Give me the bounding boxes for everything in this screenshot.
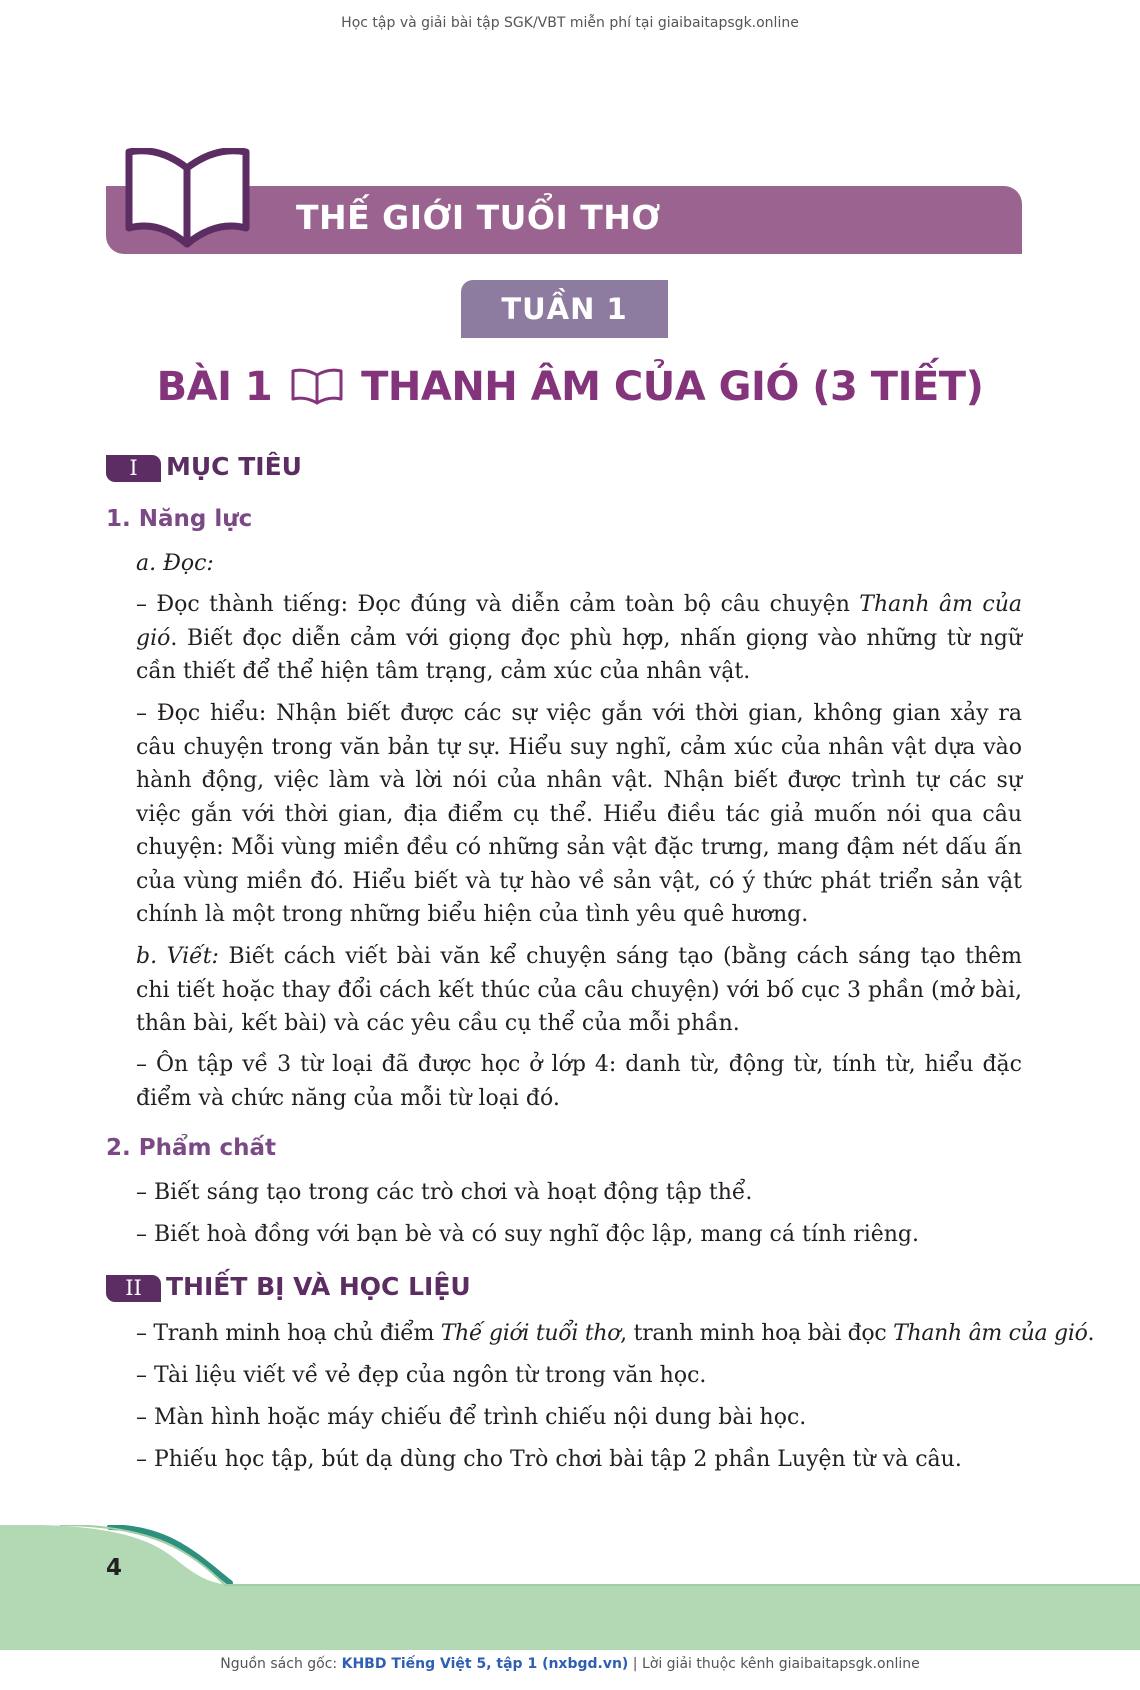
text-run: – Tranh minh hoạ chủ điểm bbox=[136, 1321, 441, 1346]
material-item bbox=[136, 1317, 1095, 1351]
mini-book-icon bbox=[290, 366, 344, 406]
theme-name: Thế giới tuổi thơ bbox=[440, 1321, 621, 1346]
text-run: – Đọc thành tiếng: Đọc đúng và diễn cảm toàn bộ câu chuyện bbox=[136, 592, 860, 617]
section-title: THIẾT BỊ VÀ HỌC LIỆU bbox=[166, 1272, 471, 1301]
lesson-number: BÀI 1 bbox=[156, 364, 273, 410]
writing-label: b. Viết: bbox=[136, 944, 219, 969]
text-run: . Biết đọc diễn cảm với giọng đọc phù hợp, nhấn giọng vào những từ ngữ cần thiết để thể hiện tâm trạng, cảm xúc của nhân vật. bbox=[136, 625, 1022, 684]
footer-suffix: | Lời giải thuộc kênh giaibaitapsgk.online bbox=[628, 1656, 920, 1672]
header-note: Học tập và giải bài tập SGK/VBT miễn phí tại giaibaitapsgk.online bbox=[341, 15, 799, 31]
text-run: , tranh minh hoạ bài đọc bbox=[620, 1321, 894, 1346]
lesson-title bbox=[0, 364, 1140, 410]
material-item: – Màn hình hoặc máy chiếu để trình chiếu nội dung bài học. bbox=[136, 1405, 807, 1430]
reading-label: a. Đọc: bbox=[136, 551, 214, 576]
subheading-qualities: 2. Phẩm chất bbox=[106, 1135, 276, 1161]
story-title: Thanh âm của gió bbox=[136, 592, 1022, 651]
story-title: Thanh âm của gió bbox=[893, 1321, 1088, 1346]
footer-note bbox=[0, 1656, 1140, 1672]
paragraph-writing bbox=[136, 940, 1022, 1041]
section-badge: I bbox=[106, 455, 161, 482]
lesson-name: THANH ÂM CỦA GIÓ (3 TIẾT) bbox=[361, 364, 984, 410]
quality-item: – Biết sáng tạo trong các trò chơi và hoạt động tập thể. bbox=[136, 1180, 753, 1205]
section-title: MỤC TIÊU bbox=[166, 452, 302, 481]
open-book-icon bbox=[125, 148, 250, 248]
footer-band bbox=[0, 1525, 1140, 1650]
page-number: 4 bbox=[106, 1555, 123, 1581]
paragraph-reading-aloud bbox=[136, 588, 1022, 689]
material-item: – Phiếu học tập, bút dạ dùng cho Trò chơi bài tập 2 phần Luyện từ và câu. bbox=[136, 1447, 962, 1472]
week-tab: TUẦN 1 bbox=[461, 280, 668, 338]
material-item: – Tài liệu viết về vẻ đẹp của ngôn từ trong văn học. bbox=[136, 1363, 707, 1388]
quality-item: – Biết hoà đồng với bạn bè và có suy nghĩ độc lập, mang cá tính riêng. bbox=[136, 1222, 920, 1247]
section-badge: II bbox=[106, 1275, 161, 1302]
paragraph-reading-comprehension: – Đọc hiểu: Nhận biết được các sự việc gắn với thời gian, không gian xảy ra câu chuyện trong văn bản tự sự. Hiểu suy nghĩ, cảm xúc của nhân vật dựa vào hành động, việc làm và lời nói của nhân vật. Nhận biết được trình tự các sự việc gắn với thời gian, địa điểm cụ thể. Hiểu điều tác giả muốn nói qua câu chuyện: Mỗi vùng miền đều có những sản vật đặc trưng, mang đậm nét dấu ấn của vùng miền đó. Hiểu biết và tự hào về sản vật, có ý thức phát triển sản vật chính là một trong những biểu hiện của tình yêu quê hương. bbox=[136, 701, 1022, 927]
paragraph-word-review: – Ôn tập về 3 từ loại đã được học ở lớp 4: danh từ, động từ, tính từ, hiểu đặc điểm và chức năng của mỗi từ loại đó. bbox=[136, 1052, 1022, 1111]
text-run: Biết cách viết bài văn kể chuyện sáng tạo (bằng cách sáng tạo thêm chi tiết hoặc thay đổi cách kết thúc của câu chuyện) với bố cục 3 phần (mở bài, thân bài, kết bài) và các yêu cầu cụ thể của mỗi phần. bbox=[136, 944, 1022, 1036]
theme-title: THẾ GIỚI TUỔI THƠ bbox=[296, 198, 661, 237]
footer-prefix: Nguồn sách gốc: bbox=[220, 1656, 342, 1672]
text-run: . bbox=[1087, 1321, 1095, 1346]
subheading-competence: 1. Năng lực bbox=[106, 506, 253, 532]
source-link[interactable]: KHBD Tiếng Việt 5, tập 1 (nxbgd.vn) bbox=[341, 1656, 629, 1672]
